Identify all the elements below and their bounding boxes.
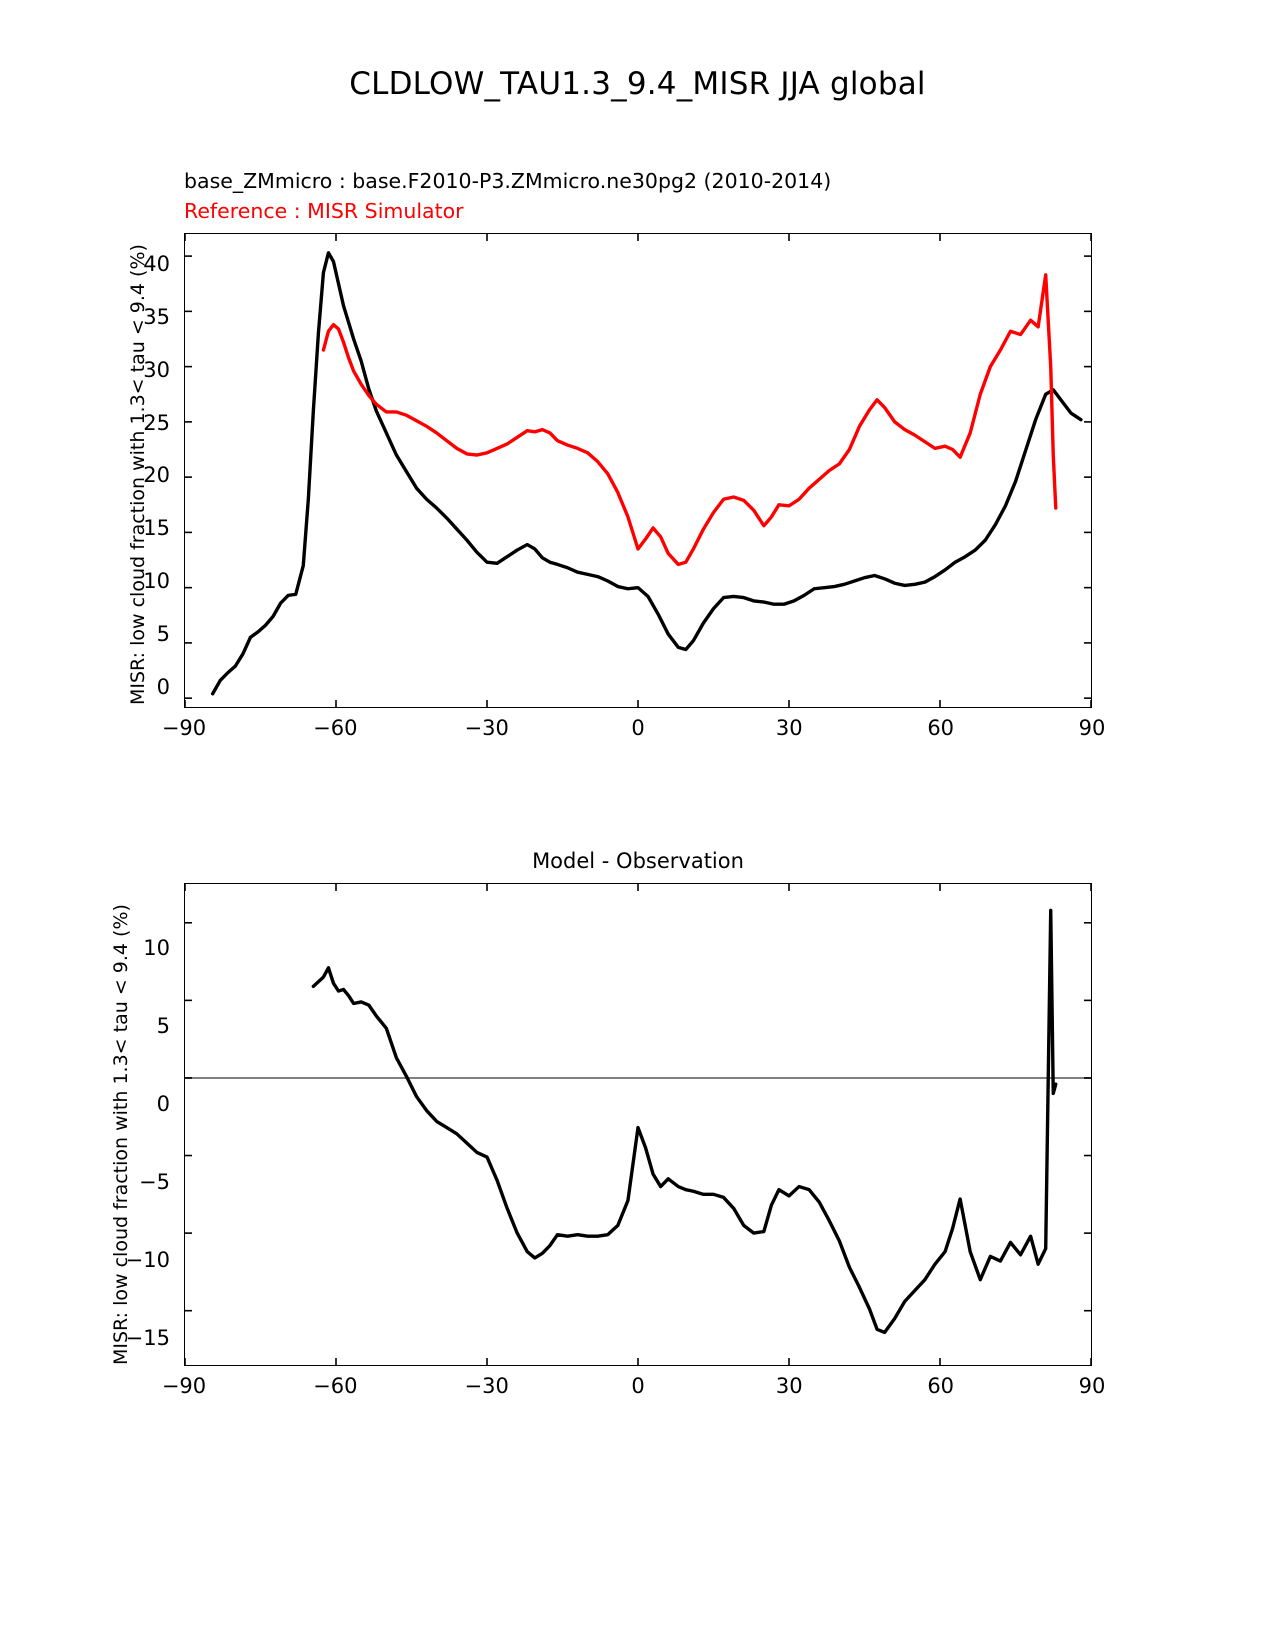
page-title: CLDLOW_TAU1.3_9.4_MISR JJA global	[349, 66, 926, 102]
bottom-panel-title: Model - Observation	[532, 849, 744, 873]
top-xtick-4: 30	[775, 716, 803, 740]
top-panel-axes	[184, 233, 1092, 708]
bottom-panel-axes	[184, 883, 1092, 1366]
bottom-xtick-4: 30	[775, 1374, 803, 1398]
top-ytick-5: 25	[143, 410, 170, 435]
bottom-xtick-1: −60	[313, 1374, 358, 1398]
bottom-ytick-4: 5	[156, 1013, 170, 1038]
top-panel-plot	[185, 234, 1091, 707]
bottom-xtick-6: 90	[1078, 1374, 1106, 1398]
bottom-xtick-5: 60	[927, 1374, 955, 1398]
bottom-ytick-1: −10	[125, 1247, 170, 1272]
bottom-ytick-5: 10	[143, 936, 170, 960]
top-ytick-0: 0	[156, 674, 170, 699]
top-panel-ylabel: MISR: low cloud fraction with 1.3< tau < 9.4 (%)	[127, 244, 149, 705]
bottom-panel-ylabel: MISR: low cloud fraction with 1.3< tau < 9.4 (%)	[110, 904, 132, 1365]
bottom-panel-plot	[185, 884, 1091, 1365]
top-xtick-3: 0	[631, 716, 645, 740]
top-ytick-2: 10	[143, 568, 170, 593]
bottom-ytick-0: −15	[125, 1325, 170, 1350]
top-ytick-4: 20	[143, 463, 170, 488]
legend-entry-model: base_ZMmicro : base.F2010-P3.ZMmicro.ne30pg2 (2010-2014)	[184, 169, 832, 193]
bottom-ytick-3: 0	[156, 1091, 170, 1116]
top-xtick-0: −90	[161, 716, 207, 740]
top-xtick-6: 90	[1078, 716, 1106, 740]
top-xtick-2: −30	[464, 716, 509, 740]
top-xtick-1: −60	[313, 716, 358, 740]
bottom-xtick-2: −30	[464, 1374, 509, 1398]
bottom-xtick-3: 0	[631, 1374, 645, 1398]
top-xtick-5: 60	[927, 716, 955, 740]
top-ytick-6: 30	[143, 357, 170, 382]
top-ytick-7: 35	[143, 304, 170, 329]
legend	[184, 166, 831, 226]
top-ytick-3: 15	[143, 516, 170, 541]
top-ytick-8: 40	[143, 252, 170, 277]
bottom-xtick-0: −90	[161, 1374, 207, 1398]
bottom-ytick-2: −5	[139, 1169, 170, 1194]
top-ytick-1: 5	[156, 621, 170, 646]
legend-entry-reference: Reference : MISR Simulator	[184, 199, 464, 223]
